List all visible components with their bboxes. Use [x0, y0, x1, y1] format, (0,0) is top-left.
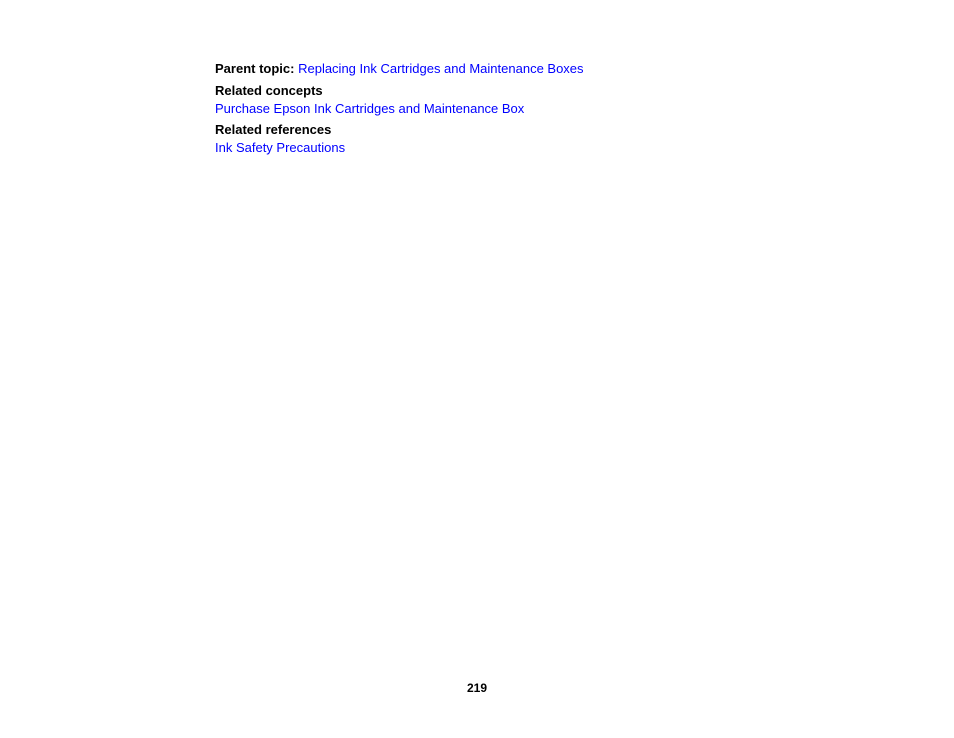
related-references-heading: Related references	[215, 122, 332, 137]
document-body	[215, 61, 915, 157]
page-number: 219	[466, 681, 488, 695]
related-concept-link-purchase[interactable]: Purchase Epson Ink Cartridges and Maintenance Box	[215, 101, 525, 116]
parent-topic-link[interactable]: Replacing Ink Cartridges and Maintenance Boxes	[298, 61, 584, 76]
related-concept-item	[215, 101, 915, 118]
related-reference-link-ink-safety[interactable]: Ink Safety Precautions	[215, 140, 346, 155]
related-reference-item	[215, 140, 915, 157]
parent-topic-label: Parent topic:	[215, 61, 295, 76]
parent-topic-line	[215, 61, 915, 79]
related-concepts-heading: Related concepts	[215, 83, 323, 98]
